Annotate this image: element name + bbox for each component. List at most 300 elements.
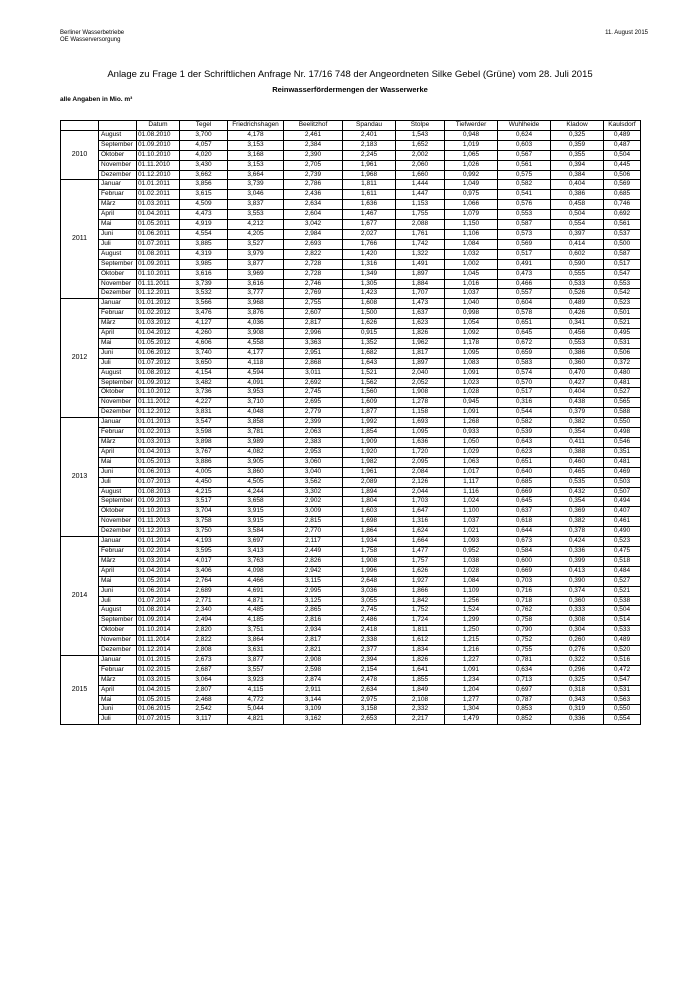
date-cell: 01.09.2010 [137, 140, 180, 150]
date-cell: 01.08.2014 [137, 606, 180, 616]
value-cell: 0,481 [604, 378, 641, 388]
date-cell: 01.08.2010 [137, 130, 180, 140]
column-header: Friedrichshagen [228, 121, 284, 131]
value-cell: 3,406 [180, 566, 228, 576]
value-cell: 1,029 [445, 447, 498, 457]
value-cell: 0,634 [498, 665, 551, 675]
value-cell: 3,532 [180, 289, 228, 299]
value-cell: 2,984 [284, 229, 343, 239]
value-cell: 1,524 [445, 606, 498, 616]
value-cell: 3,413 [228, 546, 284, 556]
value-cell: 2,449 [284, 546, 343, 556]
value-cell: 0,554 [604, 715, 641, 725]
value-cell: 3,923 [228, 675, 284, 685]
value-cell: 1,352 [343, 338, 396, 348]
value-cell: 4,115 [228, 685, 284, 695]
value-cell: 3,553 [228, 210, 284, 220]
value-cell: 0,584 [498, 546, 551, 556]
table-row [61, 556, 641, 566]
value-cell: 2,461 [284, 130, 343, 140]
value-cell: 0,517 [498, 388, 551, 398]
value-cell: 3,877 [228, 655, 284, 665]
column-header: Tegel [180, 121, 228, 131]
year-cell: 2014 [61, 537, 99, 656]
value-cell: 1,178 [445, 338, 498, 348]
value-cell: 0,360 [551, 358, 604, 368]
date-cell: 01.06.2013 [137, 467, 180, 477]
date-cell: 01.06.2014 [137, 586, 180, 596]
table-row [61, 398, 641, 408]
value-cell: 3,969 [228, 269, 284, 279]
date-cell: 01.11.2014 [137, 636, 180, 646]
month-cell: September [99, 259, 137, 269]
value-cell: 2,745 [284, 388, 343, 398]
table-row [61, 606, 641, 616]
month-cell: Februar [99, 428, 137, 438]
table-row [61, 636, 641, 646]
value-cell: 1,641 [396, 665, 445, 675]
value-cell: 1,316 [396, 517, 445, 527]
value-cell: 0,933 [445, 428, 498, 438]
value-cell: 3,566 [180, 299, 228, 309]
value-cell: 1,894 [343, 487, 396, 497]
month-cell: August [99, 130, 137, 140]
value-cell: 4,036 [228, 319, 284, 329]
value-cell: 4,177 [228, 348, 284, 358]
value-cell: 0,697 [498, 685, 551, 695]
value-cell: 1,664 [396, 537, 445, 547]
value-cell: 4,212 [228, 220, 284, 230]
value-cell: 0,382 [551, 418, 604, 428]
value-cell: 0,576 [498, 200, 551, 210]
value-cell: 0,384 [551, 170, 604, 180]
value-cell: 2,338 [343, 636, 396, 646]
date-cell: 01.12.2011 [137, 289, 180, 299]
value-cell: 4,227 [180, 398, 228, 408]
value-cell: 1,092 [445, 329, 498, 339]
date-cell: 01.01.2012 [137, 299, 180, 309]
table-row [61, 576, 641, 586]
value-cell: 0,390 [551, 576, 604, 586]
value-cell: 0,853 [498, 705, 551, 715]
value-cell: 1,444 [396, 180, 445, 190]
value-cell: 1,117 [445, 477, 498, 487]
value-cell: 1,050 [445, 438, 498, 448]
month-cell: November [99, 636, 137, 646]
value-cell: 1,603 [343, 507, 396, 517]
value-cell: 2,874 [284, 675, 343, 685]
month-cell: Mai [99, 338, 137, 348]
value-cell: 1,992 [343, 418, 396, 428]
month-cell: März [99, 438, 137, 448]
value-cell: 0,388 [551, 447, 604, 457]
table-row [61, 180, 641, 190]
value-cell: 3,064 [180, 675, 228, 685]
value-cell: 1,420 [343, 249, 396, 259]
value-cell: 3,117 [180, 715, 228, 725]
value-cell: 1,761 [396, 229, 445, 239]
month-cell: Mai [99, 695, 137, 705]
value-cell: 3,557 [228, 665, 284, 675]
value-cell: 3,877 [228, 259, 284, 269]
month-cell: März [99, 556, 137, 566]
date-cell: 01.03.2011 [137, 200, 180, 210]
value-cell: 4,178 [228, 130, 284, 140]
value-cell: 0,378 [551, 527, 604, 537]
date-cell: 01.10.2014 [137, 626, 180, 636]
value-cell: 0,531 [604, 685, 641, 695]
value-cell: 2,468 [180, 695, 228, 705]
table-row [61, 309, 641, 319]
table-row [61, 487, 641, 497]
value-cell: 0,952 [445, 546, 498, 556]
month-cell: April [99, 447, 137, 457]
value-cell: 1,927 [396, 576, 445, 586]
value-cell: 0,624 [498, 130, 551, 140]
value-cell: 0,604 [498, 299, 551, 309]
value-cell: 0,640 [498, 467, 551, 477]
value-cell: 3,905 [228, 457, 284, 467]
value-cell: 3,109 [284, 705, 343, 715]
value-cell: 0,276 [551, 646, 604, 656]
value-cell: 2,673 [180, 655, 228, 665]
table-row [61, 566, 641, 576]
value-cell: 3,584 [228, 527, 284, 537]
value-cell: 0,553 [604, 279, 641, 289]
value-cell: 0,587 [604, 249, 641, 259]
table-row [61, 329, 641, 339]
value-cell: 2,648 [343, 576, 396, 586]
value-cell: 1,095 [445, 348, 498, 358]
value-cell: 0,645 [498, 329, 551, 339]
value-cell: 1,083 [445, 358, 498, 368]
value-cell: 3,968 [228, 299, 284, 309]
table-row [61, 655, 641, 665]
value-cell: 0,359 [551, 140, 604, 150]
value-cell: 2,154 [343, 665, 396, 675]
value-cell: 1,703 [396, 497, 445, 507]
date-cell: 01.09.2014 [137, 616, 180, 626]
value-cell: 0,554 [551, 220, 604, 230]
date-cell: 01.05.2012 [137, 338, 180, 348]
value-cell: 0,517 [604, 259, 641, 269]
document-date: 11. August 2015 [605, 30, 648, 36]
value-cell: 2,815 [284, 517, 343, 527]
table-row [61, 259, 641, 269]
value-cell: 2,063 [284, 428, 343, 438]
value-cell: 1,473 [396, 299, 445, 309]
table-row [61, 507, 641, 517]
value-cell: 3,482 [180, 378, 228, 388]
value-cell: 0,494 [604, 497, 641, 507]
table-row [61, 348, 641, 358]
value-cell: 1,467 [343, 210, 396, 220]
column-header: Stolpe [396, 121, 445, 131]
value-cell: 0,644 [498, 527, 551, 537]
month-cell: Juli [99, 596, 137, 606]
value-cell: 2,418 [343, 626, 396, 636]
table-row [61, 517, 641, 527]
value-cell: 1,215 [445, 636, 498, 646]
value-cell: 4,509 [180, 200, 228, 210]
value-cell: 3,837 [228, 200, 284, 210]
value-cell: 1,811 [396, 626, 445, 636]
value-cell: 3,710 [228, 398, 284, 408]
value-cell: 0,651 [498, 319, 551, 329]
value-cell: 1,234 [445, 675, 498, 685]
value-cell: 0,491 [498, 259, 551, 269]
table-row [61, 497, 641, 507]
value-cell: 4,020 [180, 150, 228, 160]
month-cell: November [99, 279, 137, 289]
value-cell: 0,547 [604, 675, 641, 685]
value-cell: 4,185 [228, 616, 284, 626]
value-cell: 1,065 [445, 150, 498, 160]
value-cell: 1,256 [445, 596, 498, 606]
value-cell: 0,547 [604, 269, 641, 279]
value-cell: 2,911 [284, 685, 343, 695]
value-cell: 0,762 [498, 606, 551, 616]
value-cell: 0,472 [604, 665, 641, 675]
value-cell: 1,500 [343, 309, 396, 319]
value-cell: 4,606 [180, 338, 228, 348]
value-cell: 3,886 [180, 457, 228, 467]
month-cell: Dezember [99, 289, 137, 299]
value-cell: 0,369 [551, 507, 604, 517]
value-cell: 3,908 [228, 329, 284, 339]
value-cell: 2,634 [343, 685, 396, 695]
value-cell: 1,100 [445, 507, 498, 517]
value-cell: 3,476 [180, 309, 228, 319]
value-cell: 3,989 [228, 438, 284, 448]
value-cell: 1,897 [396, 269, 445, 279]
value-cell: 1,204 [445, 685, 498, 695]
value-cell: 0,469 [604, 467, 641, 477]
value-cell: 2,687 [180, 665, 228, 675]
value-cell: 0,538 [604, 596, 641, 606]
value-cell: 3,527 [228, 239, 284, 249]
value-cell: 0,555 [551, 269, 604, 279]
value-cell: 1,037 [445, 289, 498, 299]
value-cell: 4,772 [228, 695, 284, 705]
value-cell: 2,808 [180, 646, 228, 656]
value-cell: 0,514 [604, 616, 641, 626]
value-cell: 3,700 [180, 130, 228, 140]
month-cell: Februar [99, 309, 137, 319]
value-cell: 0,427 [551, 378, 604, 388]
table-title: Reinwasserfördermengen der Wasserwerke [272, 85, 428, 94]
year-cell: 2015 [61, 655, 99, 724]
value-cell: 2,027 [343, 229, 396, 239]
value-cell: 1,755 [396, 210, 445, 220]
date-cell: 01.02.2011 [137, 190, 180, 200]
value-cell: 3,302 [284, 487, 343, 497]
table-row [61, 269, 641, 279]
value-cell: 0,542 [604, 289, 641, 299]
value-cell: 1,093 [445, 537, 498, 547]
value-cell: 3,915 [228, 517, 284, 527]
value-cell: 2,108 [396, 695, 445, 705]
date-cell: 01.11.2011 [137, 279, 180, 289]
date-cell: 01.07.2015 [137, 715, 180, 725]
value-cell: 0,546 [604, 438, 641, 448]
value-cell: 1,521 [343, 368, 396, 378]
value-cell: 2,807 [180, 685, 228, 695]
value-cell: 3,864 [228, 636, 284, 646]
value-cell: 2,494 [180, 616, 228, 626]
value-cell: 4,127 [180, 319, 228, 329]
value-cell: 0,716 [498, 586, 551, 596]
value-cell: 2,634 [284, 200, 343, 210]
value-cell: 3,547 [180, 418, 228, 428]
date-cell: 01.09.2013 [137, 497, 180, 507]
value-cell: 3,751 [228, 626, 284, 636]
value-cell: 3,153 [228, 160, 284, 170]
value-cell: 1,624 [396, 527, 445, 537]
month-cell: Juli [99, 715, 137, 725]
value-cell: 4,871 [228, 596, 284, 606]
value-cell: 3,598 [180, 428, 228, 438]
month-cell: August [99, 606, 137, 616]
value-cell: 0,374 [551, 586, 604, 596]
date-cell: 01.04.2013 [137, 447, 180, 457]
value-cell: 0,411 [551, 438, 604, 448]
table-row [61, 229, 641, 239]
value-cell: 0,495 [604, 329, 641, 339]
value-cell: 1,897 [396, 358, 445, 368]
month-cell: April [99, 210, 137, 220]
table-row [61, 477, 641, 487]
value-cell: 1,299 [445, 616, 498, 626]
value-cell: 2,728 [284, 269, 343, 279]
value-cell: 1,095 [396, 428, 445, 438]
value-cell: 3,985 [180, 259, 228, 269]
value-cell: 2,739 [284, 170, 343, 180]
value-cell: 0,557 [498, 289, 551, 299]
value-cell: 0,465 [551, 467, 604, 477]
value-cell: 0,498 [604, 428, 641, 438]
date-cell: 01.04.2015 [137, 685, 180, 695]
value-cell: 4,260 [180, 329, 228, 339]
table-row [61, 457, 641, 467]
value-cell: 3,115 [284, 576, 343, 586]
value-cell: 3,650 [180, 358, 228, 368]
value-cell: 1,724 [396, 616, 445, 626]
value-cell: 4,057 [180, 140, 228, 150]
table-row [61, 289, 641, 299]
date-cell: 01.12.2010 [137, 170, 180, 180]
value-cell: 3,739 [228, 180, 284, 190]
date-cell: 01.03.2014 [137, 556, 180, 566]
value-cell: 1,758 [343, 546, 396, 556]
table-row [61, 210, 641, 220]
table-row [61, 140, 641, 150]
value-cell: 1,250 [445, 626, 498, 636]
value-cell: 0,526 [551, 289, 604, 299]
value-cell: 2,486 [343, 616, 396, 626]
value-cell: 2,088 [396, 220, 445, 230]
value-cell: 0,992 [445, 170, 498, 180]
value-cell: 0,438 [551, 398, 604, 408]
value-cell: 0,603 [498, 140, 551, 150]
month-cell: Februar [99, 546, 137, 556]
value-cell: 1,322 [396, 249, 445, 259]
organization-name [60, 30, 124, 44]
value-cell: 3,664 [228, 170, 284, 180]
value-cell: 1,908 [343, 556, 396, 566]
value-cell: 1,961 [343, 160, 396, 170]
year-cell: 2013 [61, 418, 99, 537]
value-cell: 0,948 [445, 130, 498, 140]
value-cell: 2,693 [284, 239, 343, 249]
value-cell: 1,091 [445, 368, 498, 378]
value-cell: 0,752 [498, 636, 551, 646]
value-cell: 3,595 [180, 546, 228, 556]
value-cell: 1,045 [445, 269, 498, 279]
value-cell: 0,386 [551, 348, 604, 358]
table-body [61, 130, 641, 724]
value-cell: 0,397 [551, 229, 604, 239]
value-cell: 0,550 [604, 705, 641, 715]
value-cell: 1,562 [343, 378, 396, 388]
value-cell: 4,154 [180, 368, 228, 378]
value-cell: 0,533 [604, 626, 641, 636]
value-cell: 0,998 [445, 309, 498, 319]
value-cell: 2,745 [343, 606, 396, 616]
month-cell: Juni [99, 229, 137, 239]
value-cell: 0,461 [604, 517, 641, 527]
value-cell: 2,089 [343, 477, 396, 487]
value-cell: 2,995 [284, 586, 343, 596]
value-cell: 4,919 [180, 220, 228, 230]
value-cell: 0,490 [604, 527, 641, 537]
value-cell: 3,740 [180, 348, 228, 358]
value-cell: 0,521 [604, 319, 641, 329]
value-cell: 3,658 [228, 497, 284, 507]
value-cell: 1,647 [396, 507, 445, 517]
table-row [61, 646, 641, 656]
value-cell: 1,752 [396, 606, 445, 616]
value-cell: 0,651 [498, 457, 551, 467]
value-cell: 0,685 [604, 190, 641, 200]
value-cell: 4,082 [228, 447, 284, 457]
date-cell: 01.10.2012 [137, 388, 180, 398]
value-cell: 4,193 [180, 537, 228, 547]
value-cell: 2,975 [343, 695, 396, 705]
value-cell: 2,436 [284, 190, 343, 200]
value-cell: 1,158 [396, 408, 445, 418]
value-cell: 0,325 [551, 130, 604, 140]
month-cell: April [99, 685, 137, 695]
value-cell: 0,685 [498, 477, 551, 487]
date-cell: 01.11.2013 [137, 517, 180, 527]
value-cell: 1,677 [343, 220, 396, 230]
value-cell: 0,945 [445, 398, 498, 408]
value-cell: 0,531 [604, 338, 641, 348]
value-cell: 0,487 [604, 140, 641, 150]
value-cell: 3,777 [228, 289, 284, 299]
month-cell: Juli [99, 477, 137, 487]
value-cell: 0,643 [498, 438, 551, 448]
value-cell: 1,023 [445, 378, 498, 388]
date-cell: 01.06.2011 [137, 229, 180, 239]
table-row [61, 546, 641, 556]
value-cell: 0,535 [551, 477, 604, 487]
value-cell: 2,604 [284, 210, 343, 220]
value-cell: 3,953 [228, 388, 284, 398]
date-cell: 01.12.2013 [137, 527, 180, 537]
value-cell: 0,672 [498, 338, 551, 348]
